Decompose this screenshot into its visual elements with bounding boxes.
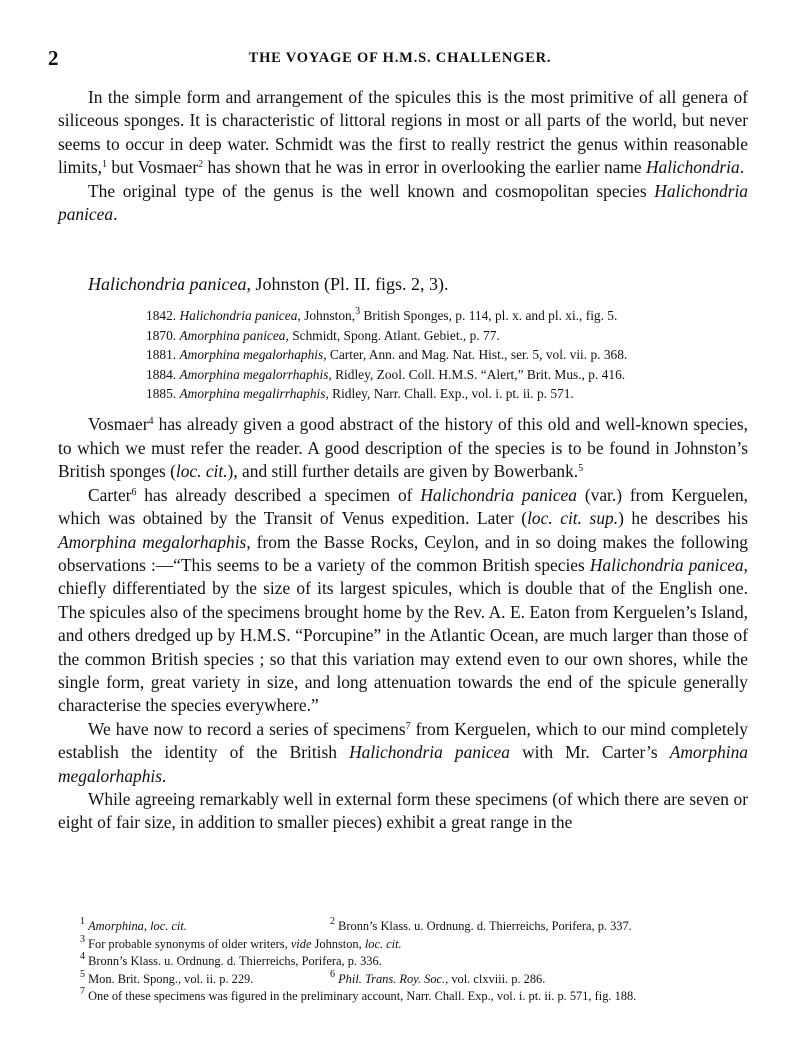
- footnote-6: $^6$ Phil. Trans. Roy. Soc., vol. clxviii. p. 286.: [330, 968, 546, 986]
- intro-paragraph-2: The original type of the genus is the well known and cosmopolitan species Halichondria panicea.: [58, 180, 748, 225]
- footnote-ref-1: 1: [101, 159, 107, 171]
- page-number: 2: [48, 46, 59, 70]
- synonymy-entry: 1881. Amorphina megalorhaphis, Carter, Ann. and Mag. Nat. Hist., ser. 5, vol. vii. p. 368.: [146, 347, 628, 363]
- footnote-2: $^2$ Bronn’s Klass. u. Ordnung. d. Thierreichs, Porifera, p. 337.: [330, 916, 632, 933]
- record-paragraph: We have now to record a series of specimens$^7$ from Kerguelen, which to our mind completely establish the identity of the British Halichondria panicea with Mr. Carter’s Amorphina megalorhaphis.: [58, 718, 749, 786]
- page-body: [58, 86, 748, 835]
- footnote-row: [80, 918, 760, 936]
- running-head: THE VOYAGE OF H.M.S. CHALLENGER.: [248, 50, 552, 66]
- synonymy-list: [146, 306, 748, 403]
- footnote-ref-4: 4: [148, 416, 154, 428]
- footnote-5: $^5$ Mon. Brit. Spong., vol. ii. p. 229.: [80, 968, 254, 986]
- footnotes: [80, 918, 760, 1006]
- footnote-3: $^3$ For probable synonyms of older writers, vide Johnston, loc. cit.: [80, 933, 402, 951]
- vosmaer-paragraph: Vosmaer$^4$ has already given a good abstract of the history of this old and well-known species, to which we must refer the reader. A good description of the species is to be found in Johnston’s British sponges (loc. cit.), and still further details are given by Bowerbank.$^5$: [58, 414, 748, 482]
- carter-paragraph: Carter$^6$ has already described a specimen of Halichondria panicea (var.) from Kerguelen, which was obtained by the Transit of Venus expedition. Later (loc. cit. sup.) he describes his Amorphina megalorhaphis, from the Basse Rocks, Ceylon, and in so doing makes the following observations :—“This seems to be a variety of the common British species Halichondria panicea, chiefly differentiated by the size of its largest spicules, which is double that of the English one. The spicules also of the specimens brought home by the Rev. A. E. Eaton from Kerguelen’s Island, and others dredged up by H.M.S. “Porcupine” in the Atlantic Ocean, are much larger than those of the common British species ; so that this variation may extend even to our own shores, while the single form, great variety in size, and long attenuation towards the end of the spicule generally characterise the species everywhere.”: [58, 484, 748, 716]
- species-heading: Halichondria panicea, Johnston (Pl. II. figs. 2, 3).: [88, 274, 449, 295]
- page-header: [48, 46, 752, 70]
- footnote-ref-5: 5: [578, 463, 584, 475]
- footnote-7: $^7$ One of these specimens was figured in the preliminary account, Narr. Chall. Exp., vol. i. pt. ii. p. 571, fig. 188.: [80, 986, 637, 1004]
- intro-paragraph-1: In the simple form and arrangement of the spicules this is the most primitive of all genera of siliceous sponges. It is characteristic of littoral regions in most or all parts of the world, but never seems to occur in deep water. Schmidt was the first to really restrict the genus within reasonable limits,$^1$ but Vosmaer$^2$ has shown that he was in error in overlooking the earlier name Halichondria.: [58, 87, 748, 178]
- footnote-1: $^1$ Amorphina, loc. cit.: [80, 916, 187, 933]
- footnote-ref-3: 3: [355, 306, 361, 318]
- synonymy-entry: 1885. Amorphina megalirrhaphis, Ridley, Narr. Chall. Exp., vol. i. pt. ii. p. 571.: [146, 386, 574, 402]
- synonymy-entry: 1870. Amorphina panicea, Schmidt, Spong. Atlant. Gebiet., p. 77.: [146, 327, 500, 343]
- footnote-row: [80, 968, 760, 989]
- footnote-ref-6: 6: [131, 486, 137, 498]
- synonymy-entry: 1884. Amorphina megalorrhaphis, Ridley, Zool. Coll. H.M.S. “Alert,” Brit. Mus., p. 416.: [146, 366, 626, 382]
- agreeing-paragraph: While agreeing remarkably well in external form these specimens (of which there are seven or eight of fair size, in addition to smaller pieces) exhibit a great range in the: [58, 788, 748, 833]
- footnote-ref-2: 2: [198, 159, 204, 171]
- synonymy-entry: 1842. Halichondria panicea, Johnston,$^3$ British Sponges, p. 114, pl. x. and pl. xi., fig. 5.: [146, 306, 618, 324]
- footnote-4: $^4$ Bronn’s Klass. u. Ordnung. d. Thierreichs, Porifera, p. 336.: [80, 951, 382, 969]
- footnote-ref-7: 7: [405, 720, 411, 732]
